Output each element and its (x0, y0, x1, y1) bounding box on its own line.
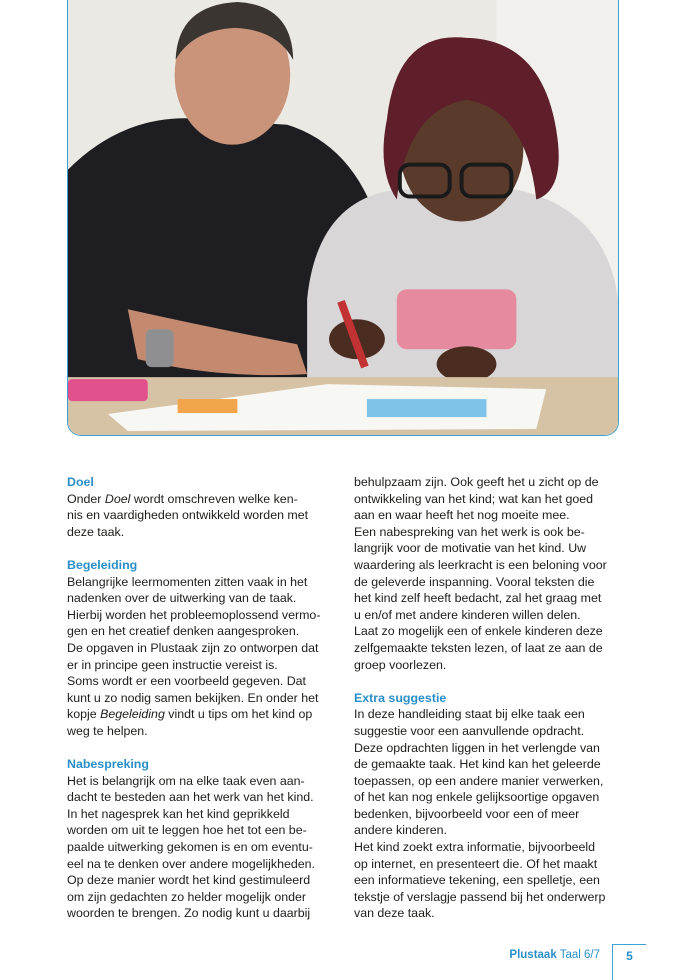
nabespreking-heading: Nabespreking (67, 757, 149, 772)
brand-name: Plustaak (509, 949, 557, 961)
doel-heading: Doel (67, 475, 94, 489)
right-column (354, 474, 616, 922)
nabespreking-continued: behulpzaam zijn. Ook geeft het u zicht op de ontwikkeling van het kind; wat kan het goed aan en waar heeft het nog moeite mee. Een nabespreking van het werk is ook be- langrijk voor de motivatie van het kind. Uw waardering als leerkracht is een beloning voor de geleverde inspanning. Vooral teksten die het kind zelf heeft bedacht, zal het graag met u en/of met andere kinderen willen delen. Laat zo mogelijk een of enkele kinderen deze zelfgemaakte teksten lezen, of laat ze aan de groep voorlezen. (354, 475, 607, 672)
extra-suggestie-paragraph: In deze handleiding staat bij elke taak een suggestie voor een aanvullende opdracht. Deze opdrachten liggen in het verlengde van de gemaakte taak. Het kind kan het geleerde toepassen, op een andere manier verwerken, of het kan nog enkele gelijksoortige opgaven bedenken, bijvoorbeeld voor een of meer andere kinderen. Het kind zoekt extra informatie, bijvoorbeeld op internet, en presenteert die. Of het maakt een informatieve tekening, een spelletje, een tekstje of verslagje passend bij het onderwerp van deze taak. (354, 707, 606, 921)
extra-suggestie-heading: Extra suggestie (354, 690, 447, 705)
header-photo (67, 0, 619, 436)
nabespreking-paragraph: Het is belangrijk om na elke taak even aan- dacht te besteden aan het werk van het kind. In het nagesprek kan het kind geprikkeld worden om uit te leggen hoe het tot een be- paalde uitwerking gekomen is en om eventu- eel na te denken over andere mogelijkheden. Op deze manier wordt het kind gestimuleerd om zijn gedachten zo helder mogelijk onder woorden te brengen. Zo nodig kunt u daarbij (67, 773, 315, 921)
page-number: 5 (612, 944, 646, 980)
footer-brand (509, 944, 600, 966)
doel-paragraph: Onder Doel wordt omschreven welke ken- nis en vaardigheden ontwikkeld worden met deze taak. (67, 491, 309, 539)
photo-illustration (68, 0, 618, 435)
page-footer (509, 944, 646, 980)
begeleiding-paragraph: Belangrijke leermomenten zitten vaak in het nadenken over de uitwerking van de taak. Hierbij worden het probleemoplossend vermo- gen en het creatief denken aangesproken. De opgaven in Plustaak zijn zo ontworpen dat er in principe geen instructie vereist is. Soms wordt er een voorbeeld gegeven. Dat kunt u zo nodig samen bekijken. En onder het kopje Begeleiding vindt u tips om het kind op weg te helpen. (67, 574, 321, 738)
begeleiding-heading: Begeleiding (67, 557, 138, 572)
brand-level: Taal 6/7 (559, 949, 600, 961)
left-column (67, 474, 329, 922)
